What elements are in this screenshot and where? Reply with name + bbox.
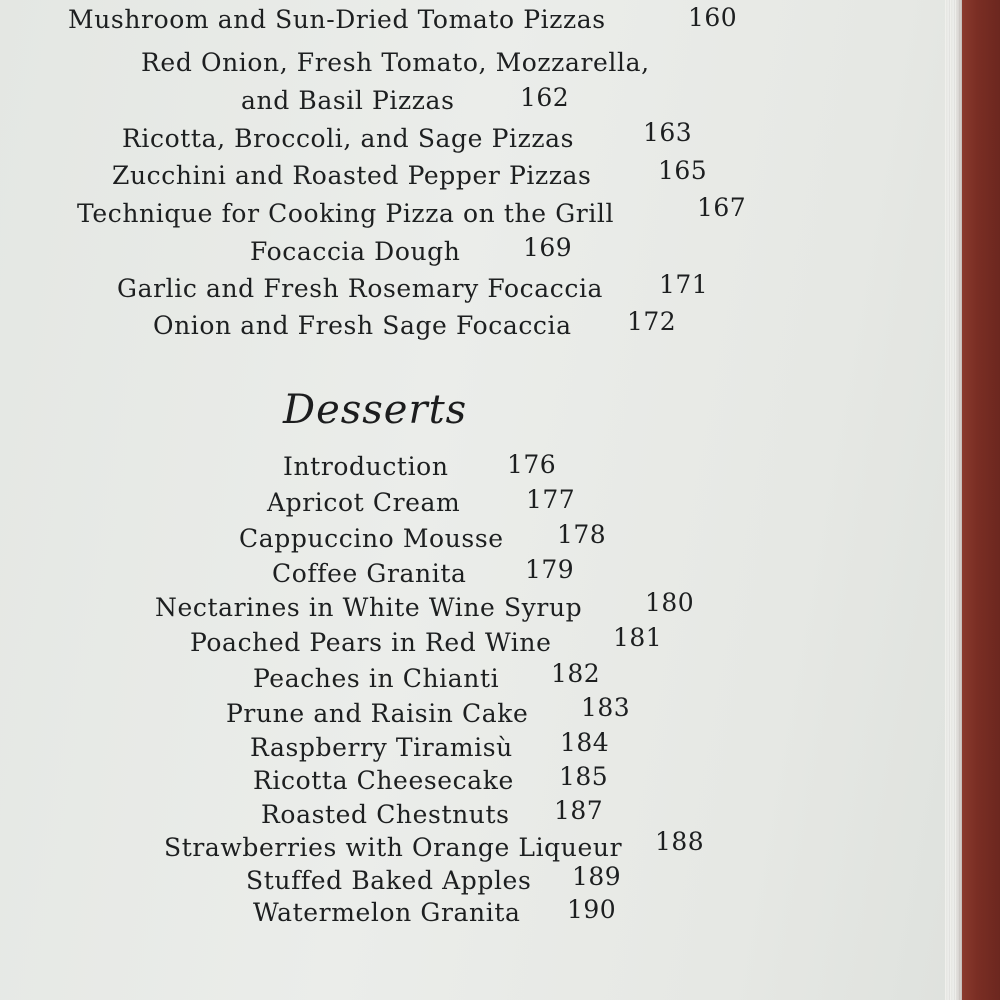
toc-entry-title: Coffee Granita xyxy=(272,559,467,588)
toc-entry-page: 178 xyxy=(557,520,607,549)
toc-entry-title: Focaccia Dough xyxy=(250,237,461,266)
toc-entry-page: 167 xyxy=(697,193,747,222)
toc-entry-page: 181 xyxy=(613,623,663,652)
toc-entry-title: Onion and Fresh Sage Focaccia xyxy=(153,311,572,340)
toc-entry-title: Nectarines in White Wine Syrup xyxy=(155,593,583,622)
toc-entry-page: 182 xyxy=(551,659,601,688)
toc-entry-page: 180 xyxy=(645,588,695,617)
toc-entry-page: 188 xyxy=(655,827,705,856)
toc-entry-page: 162 xyxy=(520,83,570,112)
toc-entry-title: and Basil Pizzas xyxy=(241,86,455,115)
toc-entry-page: 171 xyxy=(659,270,709,299)
toc-entry-page: 185 xyxy=(559,762,609,791)
toc-entry-page: 163 xyxy=(643,118,693,147)
toc-entry-title: Red Onion, Fresh Tomato, Mozzarella, xyxy=(141,48,650,77)
toc-entry-title: Roasted Chestnuts xyxy=(261,800,510,829)
toc-entry-title: Poached Pears in Red Wine xyxy=(190,628,552,657)
toc-entry-title: Strawberries with Orange Liqueur xyxy=(164,833,623,862)
book-cover xyxy=(962,0,1000,1000)
toc-entry-page: 183 xyxy=(581,693,631,722)
toc-entry-title: Watermelon Granita xyxy=(253,898,521,927)
toc-entry-page: 169 xyxy=(523,233,573,262)
toc-entry-page: 177 xyxy=(526,485,576,514)
toc-entry-title: Mushroom and Sun-Dried Tomato Pizzas xyxy=(68,5,606,34)
section-heading-desserts: Desserts xyxy=(283,387,468,433)
toc-entry-title: Cappuccino Mousse xyxy=(239,524,504,553)
toc-entry-title: Stuffed Baked Apples xyxy=(246,866,532,895)
toc-entry-page: 179 xyxy=(525,555,575,584)
toc-entry-title: Ricotta Cheesecake xyxy=(253,766,514,795)
toc-entry-page: 160 xyxy=(688,3,738,32)
toc-entry-title: Garlic and Fresh Rosemary Focaccia xyxy=(117,274,604,303)
toc-entry-title: Introduction xyxy=(283,452,449,481)
toc-entry-page: 176 xyxy=(507,450,557,479)
toc-entry-page: 165 xyxy=(658,156,708,185)
toc-entry-title: Technique for Cooking Pizza on the Grill xyxy=(77,199,615,228)
toc-entry-title: Ricotta, Broccoli, and Sage Pizzas xyxy=(122,124,575,153)
toc-entry-title: Prune and Raisin Cake xyxy=(226,699,529,728)
toc-entry-title: Raspberry Tiramisù xyxy=(250,733,513,762)
toc-entry-page: 187 xyxy=(554,796,604,825)
toc-entry-title: Apricot Cream xyxy=(267,488,461,517)
toc-entry-page: 189 xyxy=(572,862,622,891)
toc-entry-page: 190 xyxy=(567,895,617,924)
toc-entry-page: 184 xyxy=(560,728,610,757)
toc-entry-title: Zucchini and Roasted Pepper Pizzas xyxy=(112,161,592,190)
toc-entry-title: Peaches in Chianti xyxy=(253,664,500,693)
toc-entry-page: 172 xyxy=(627,307,677,336)
